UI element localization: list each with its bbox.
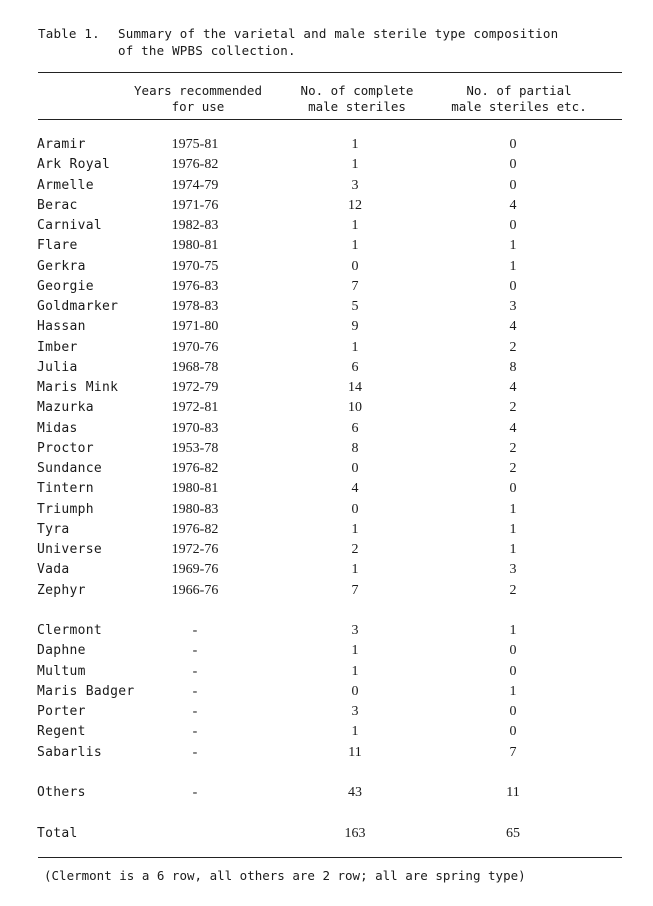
table-row [0, 439, 653, 459]
variety-name: Tintern [37, 481, 94, 497]
table-row [0, 702, 653, 722]
complete-count: 1 [351, 562, 359, 578]
years-recommended: - [192, 744, 198, 760]
variety-name: Goldmarker [37, 299, 119, 314]
header-partial: No. of partial male steriles etc. [451, 83, 587, 114]
variety-name: Aramir [37, 137, 86, 152]
years-recommended: 1982-83 [171, 218, 219, 233]
complete-count: 6 [351, 420, 359, 436]
variety-name: Triumph [37, 501, 94, 517]
partial-count: 0 [509, 724, 517, 740]
complete-count: 7 [351, 278, 359, 294]
table-row [0, 317, 653, 337]
partial-count: 1 [509, 542, 517, 557]
partial-count: 2 [509, 461, 517, 476]
table-row [0, 277, 653, 297]
variety-name: Proctor [37, 440, 94, 456]
years-recommended: 1969-76 [171, 562, 219, 578]
partial-count: 2 [509, 400, 517, 416]
complete-count: 12 [348, 197, 362, 213]
table-row [0, 743, 653, 763]
complete-count: 1 [351, 137, 359, 152]
table-row [0, 662, 653, 682]
partial-count: 0 [509, 137, 517, 152]
table-row [0, 176, 653, 196]
table-row [0, 479, 653, 499]
table-row [0, 500, 653, 520]
years-recommended: 1976-82 [171, 521, 219, 537]
partial-count: 11 [506, 785, 520, 800]
header-years: Years recommended for use [134, 83, 262, 114]
variety-name: Sundance [37, 461, 103, 476]
table-row [0, 358, 653, 378]
variety-name: Hassan [37, 319, 86, 335]
bottom-rule [38, 857, 622, 858]
years-recommended: 1972-81 [171, 400, 219, 416]
years-recommended: 1966-76 [171, 582, 219, 598]
partial-count: 2 [509, 440, 517, 456]
variety-name: Total [37, 825, 78, 841]
partial-count: 2 [509, 582, 517, 598]
years-recommended: 1980-81 [171, 238, 219, 254]
caption-label: Table 1. [38, 26, 100, 41]
table-caption [38, 25, 558, 59]
variety-name: Georgie [37, 278, 94, 294]
caption-line-1: Summary of the varietal and male sterile type composition [118, 26, 559, 41]
years-recommended: 1953-78 [171, 440, 219, 456]
complete-count: 1 [351, 238, 359, 254]
variety-name: Regent [37, 724, 86, 740]
variety-name: Others [37, 785, 86, 800]
caption-text [118, 25, 558, 59]
partial-count: 4 [509, 197, 517, 213]
table-row [0, 155, 653, 175]
spacer-row [0, 763, 653, 783]
complete-count: 10 [348, 400, 362, 416]
complete-count: 8 [351, 440, 359, 456]
table-row [0, 297, 653, 317]
years-recommended: 1968-78 [171, 359, 219, 375]
complete-count: 0 [351, 258, 359, 274]
variety-name: Porter [37, 704, 86, 719]
partial-count: 0 [509, 663, 517, 679]
variety-name: Midas [37, 420, 78, 436]
years-recommended: 1970-76 [171, 339, 219, 355]
partial-count: 0 [509, 157, 517, 173]
partial-count: 4 [509, 319, 517, 335]
years-recommended: 1976-82 [171, 157, 219, 173]
variety-name: Carnival [37, 218, 103, 233]
top-rule [38, 72, 622, 73]
complete-count: 2 [351, 542, 359, 557]
partial-count: 0 [509, 481, 517, 497]
years-recommended: 1980-83 [171, 501, 219, 517]
complete-count: 9 [351, 319, 359, 335]
complete-count: 1 [351, 339, 359, 355]
complete-count: 5 [351, 299, 359, 314]
years-recommended: 1976-82 [171, 461, 219, 476]
variety-name: Gerkra [37, 258, 86, 274]
partial-count: 3 [509, 562, 517, 578]
table-row [0, 236, 653, 256]
variety-name: Julia [37, 359, 78, 375]
partial-count: 0 [509, 643, 517, 659]
partial-count: 4 [509, 420, 517, 436]
variety-name: Berac [37, 197, 78, 213]
complete-count: 1 [351, 724, 359, 740]
complete-count: 14 [348, 380, 362, 395]
complete-count: 163 [344, 825, 366, 841]
partial-count: 1 [509, 683, 517, 699]
variety-name: Ark Royal [37, 157, 111, 173]
table-row [0, 459, 653, 479]
variety-name: Maris Mink [37, 380, 119, 395]
partial-count: 1 [509, 623, 517, 638]
years-recommended: 1972-76 [171, 542, 219, 557]
table-row [0, 520, 653, 540]
partial-count: 1 [509, 258, 517, 274]
table-row [0, 257, 653, 277]
variety-name: Flare [37, 238, 78, 254]
variety-name: Mazurka [37, 400, 94, 416]
complete-count: 1 [351, 157, 359, 173]
years-recommended: 1971-76 [171, 197, 219, 213]
partial-count: 7 [509, 744, 517, 760]
variety-name: Multum [37, 663, 86, 679]
years-recommended: - [192, 683, 198, 699]
variety-name: Zephyr [37, 582, 86, 598]
partial-count: 4 [509, 380, 517, 395]
variety-name: Tyra [37, 521, 70, 537]
table-row [0, 338, 653, 358]
table-row [0, 581, 653, 601]
complete-count: 3 [351, 177, 359, 193]
table-row [0, 378, 653, 398]
table-row [0, 540, 653, 560]
years-recommended: 1970-83 [171, 420, 219, 436]
variety-name: Daphne [37, 643, 86, 659]
partial-count: 0 [509, 278, 517, 294]
complete-count: 0 [351, 461, 359, 476]
table-footnote: (Clermont is a 6 row, all others are 2 row; all are spring type) [44, 868, 526, 883]
complete-count: 0 [351, 501, 359, 517]
years-recommended: 1976-83 [171, 278, 219, 294]
years-recommended: - [192, 704, 198, 719]
years-recommended: 1971-80 [171, 319, 219, 335]
variety-name: Maris Badger [37, 683, 135, 699]
variety-name: Vada [37, 562, 70, 578]
complete-count: 11 [348, 744, 362, 760]
years-recommended: 1972-79 [171, 380, 219, 395]
table-row [0, 560, 653, 580]
table-row [0, 824, 653, 844]
partial-count: 0 [509, 177, 517, 193]
partial-count: 1 [509, 501, 517, 517]
years-recommended: - [192, 785, 198, 800]
table-row [0, 135, 653, 155]
partial-count: 1 [509, 521, 517, 537]
complete-count: 43 [348, 785, 362, 800]
years-recommended: - [192, 663, 198, 679]
table-row [0, 641, 653, 661]
table-row [0, 783, 653, 803]
table-row [0, 216, 653, 236]
complete-count: 1 [351, 663, 359, 679]
variety-name: Clermont [37, 623, 103, 638]
years-recommended: 1980-81 [171, 481, 219, 497]
table-row [0, 722, 653, 742]
partial-count: 65 [506, 825, 520, 841]
variety-name: Sabarlis [37, 744, 103, 760]
partial-count: 3 [509, 299, 517, 314]
complete-count: 3 [351, 623, 359, 638]
partial-count: 8 [509, 359, 517, 375]
variety-name: Imber [37, 339, 78, 355]
complete-count: 7 [351, 582, 359, 598]
years-recommended: 1974-79 [171, 177, 219, 193]
partial-count: 1 [509, 238, 517, 254]
variety-name: Armelle [37, 177, 94, 193]
years-recommended: 1978-83 [171, 299, 219, 314]
complete-count: 3 [351, 704, 359, 719]
table-body [0, 135, 653, 844]
caption-line-2: of the WPBS collection. [118, 43, 296, 58]
years-recommended: - [192, 724, 198, 740]
complete-count: 1 [351, 643, 359, 659]
spacer-row [0, 803, 653, 823]
years-recommended: - [192, 643, 198, 659]
complete-count: 1 [351, 218, 359, 233]
partial-count: 2 [509, 339, 517, 355]
complete-count: 1 [351, 521, 359, 537]
years-recommended: 1970-75 [171, 258, 219, 274]
table-row [0, 196, 653, 216]
spacer-row [0, 601, 653, 621]
years-recommended: 1975-81 [171, 137, 219, 152]
table-row [0, 419, 653, 439]
header-rule [38, 119, 622, 120]
years-recommended: - [192, 623, 198, 638]
complete-count: 6 [351, 359, 359, 375]
partial-count: 0 [509, 218, 517, 233]
header-complete: No. of complete male steriles [300, 83, 414, 114]
complete-count: 0 [351, 683, 359, 699]
table-row [0, 621, 653, 641]
complete-count: 4 [351, 481, 359, 497]
table-row [0, 398, 653, 418]
table-row [0, 682, 653, 702]
variety-name: Universe [37, 542, 103, 557]
partial-count: 0 [509, 704, 517, 719]
